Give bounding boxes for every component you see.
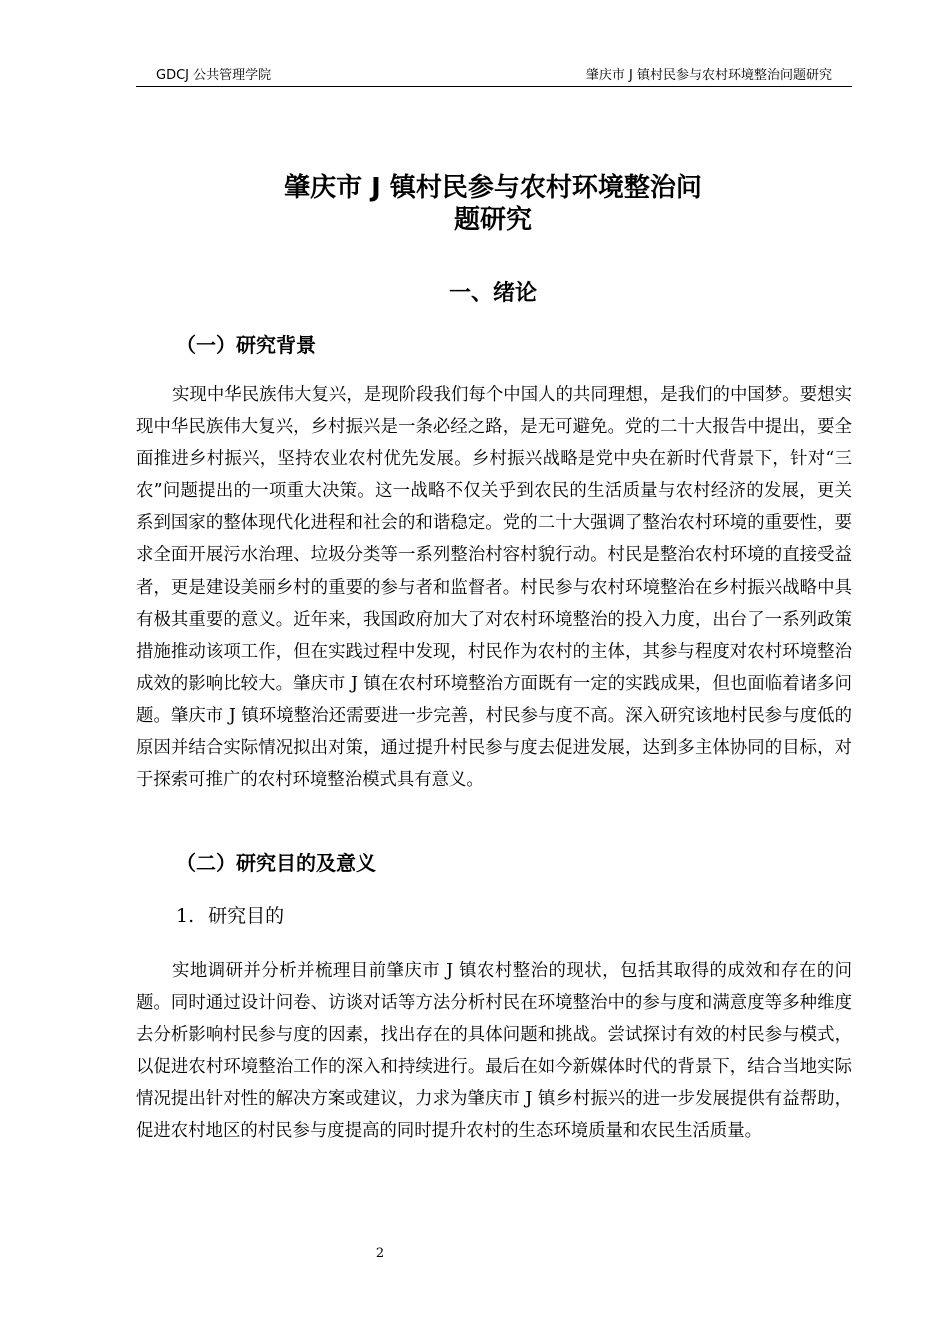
research-purpose-paragraph: 实地调研并分析并梳理目前肇庆市 J 镇农村整治的现状，包括其取得的成效和存在的问题。同时通过设计问卷、访谈对话等方法分析村民在环境整治中的参与度和满意度等多种维度去分析影响村民参与度的因素，找出存在的具体问题和挑战。尝试探讨有效的村民参与模式，以促进农村环境整治工作的深入和持续进行。最后在如今新媒体时代的背景下，结合当地实际情况提出针对性的解决方案或建议，力求为肇庆市 J 镇乡村振兴的进一步发展提供有益帮助，促进农村地区的村民参与度提高的同时提升农村的生态环境质量和农民生活质量。: [136, 961, 852, 1142]
section-heading-introduction: 一、绪论: [448, 281, 537, 306]
page-header: [136, 66, 852, 87]
subsection-heading-background: （一）研究背景: [176, 333, 316, 357]
item-number: 1.: [176, 905, 195, 927]
document-title: [200, 172, 786, 236]
document-title-line-2: 题研究: [453, 205, 532, 235]
background-paragraph: 实现中华民族伟大复兴，是现阶段我们每个中国人的共同理想，是我们的中国梦。要想实现中华民族伟大复兴，乡村振兴是一条必经之路，是无可避免。党的二十大报告中提出，要全面推进乡村振兴，坚持农业农村优先发展。乡村振兴战略是党中央在新时代背景下，针对“三农”问题提出的一项重大决策。这一战略不仅关乎到农民的生活质量与农村经济的发展，更关系到国家的整体现代化进程和社会的和谐稳定。党的二十大强调了整治农村环境的重要性，要求全面开展污水治理、垃圾分类等一系列整治村容村貌行动。村民是整治农村环境的直接受益者，更是建设美丽乡村的重要的参与者和监督者。村民参与农村环境整治在乡村振兴战略中具有极其重要的意义。近年来，我国政府加大了对农村环境整治的投入力度，出台了一系列政策措施推动该项工作，但在实践过程中发现，村民作为农村的主体，其参与程度对农村环境整治成效的影响比较大。肇庆市 J 镇在农村环境整治方面既有一定的实践成果，但也面临着诸多问题。肇庆市 J 镇环境整治还需要进一步完善，村民参与度不高。深入研究该地村民参与度低的原因并结合实际情况拟出对策，通过提升村民参与度去促进发展，达到多主体协同的目标，对于探索可推广的农村环境整治模式具有意义。: [136, 385, 852, 791]
item-label: 研究目的: [208, 905, 285, 927]
document-title-line-1: 肇庆市 J 镇村民参与农村环境整治问: [284, 173, 702, 203]
item-heading-research-purpose: [176, 903, 284, 929]
header-document-title: 肇庆市 J 镇村民参与农村环境整治问题研究: [585, 68, 832, 83]
header-institution: GDCJ 公共管理学院: [156, 68, 272, 83]
page-number: 2: [375, 1246, 385, 1261]
subsection-heading-purpose-significance: （二）研究目的及意义: [176, 851, 376, 875]
